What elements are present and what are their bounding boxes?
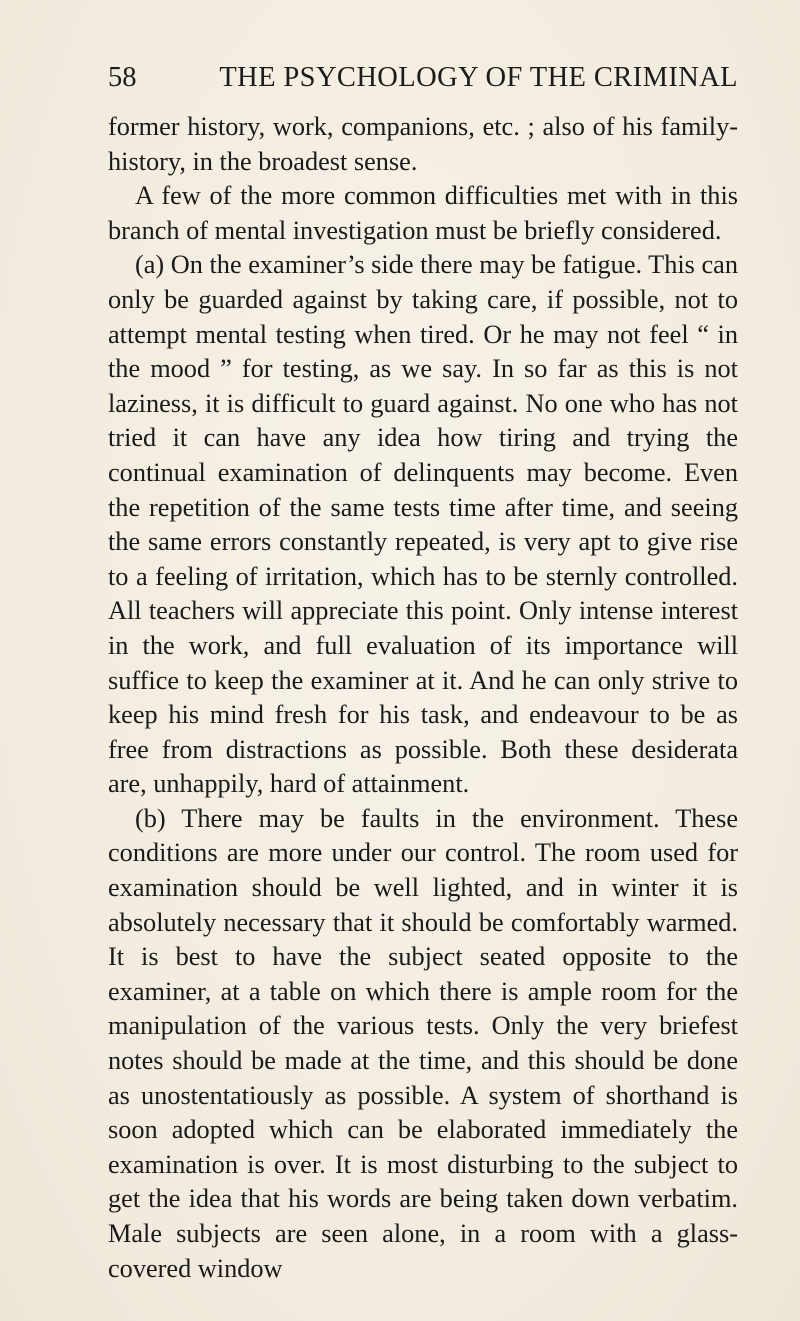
paragraph: (b) There may be faults in the environment. These conditions are more under our control. The room used for examination should be well lighted, and in winter it is absolutely necessary that it should be comfortably warmed. It is best to have the subject seated opposite to the examiner, at a table on which there is ample room for the manipulation of the various tests. Only the very briefest notes should be made at the time, and this should be done as unostentatiously as possible. A system of shorthand is soon adopted which can be elaborated immediately the examination is over. It is most disturbing to the subject to get the idea that his words are being taken down verbatim. Male subjects are seen alone, in a room with a glass-covered window [108, 803, 738, 1283]
page-number: 58 [108, 62, 137, 93]
page-header [108, 62, 738, 102]
running-title: THE PSYCHOLOGY OF THE CRIMINAL [219, 62, 738, 93]
paragraph: (a) On the examiner’s side there may be fatigue. This can only be guarded against by taking care, if possible, not to attempt mental testing when tired. Or he may not feel “ in the mood ” for testing, as we say. In so far as this is not laziness, it is difficult to guard against. No one who has not tried it can have any idea how tiring and trying the continual examination of delinquents may become. Even the repetition of the same tests time after time, and seeing the same errors constantly repeated, is very apt to give rise to a feeling of irritation, which has to be sternly controlled. All teachers will appreciate this point. Only intense interest in the work, and full evaluation of its importance will suffice to keep the examiner at it. And he can only strive to keep his mind fresh for his task, and endeavour to be as free from distractions as possible. Both these desiderata are, unhappily, hard of attainment. [108, 250, 738, 799]
paragraph: A few of the more common difficulties met with in this branch of mental investigation must be briefly considered. [108, 181, 738, 245]
paragraph: former history, work, companions, etc. ; also of his family-history, in the broadest sense. [108, 112, 738, 176]
body-text [108, 110, 738, 1286]
